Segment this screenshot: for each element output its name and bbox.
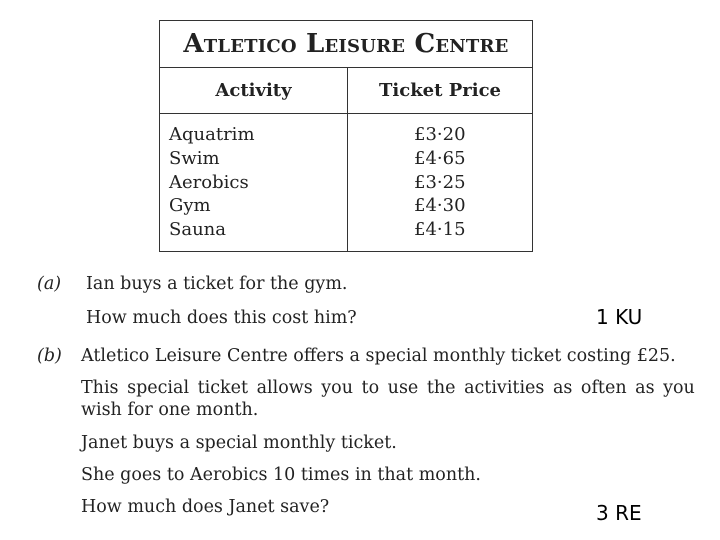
table-header-row xyxy=(160,68,532,114)
question-b-line: wish for one month. xyxy=(81,400,259,420)
header-ticket-price: Ticket Price xyxy=(379,79,501,101)
price-column xyxy=(414,123,466,242)
price-cell: £4·30 xyxy=(414,195,466,217)
price-cell: £3·25 xyxy=(414,171,466,193)
question-b-line: How much does Janet save? xyxy=(81,497,330,517)
activity-cell: Sauna xyxy=(169,219,226,241)
price-cell: £4·65 xyxy=(414,147,466,169)
activity-cell: Gym xyxy=(169,195,211,217)
price-cell: £3·20 xyxy=(414,124,466,145)
activity-cell: Swim xyxy=(169,147,220,169)
question-b-line: Janet buys a special monthly ticket. xyxy=(81,433,397,453)
activity-cell: Aquatrim xyxy=(169,124,255,145)
activity-column xyxy=(169,123,255,242)
question-a-line: How much does this cost him? xyxy=(86,308,357,328)
question-a-label: (a) xyxy=(37,274,62,294)
question-b-line: Atletico Leisure Centre offers a special monthly ticket costing £25. xyxy=(81,346,676,366)
table-title: Atletico Leisure Centre xyxy=(160,21,532,68)
question-b-line: She goes to Aerobics 10 times in that month. xyxy=(81,465,481,485)
activity-cell: Aerobics xyxy=(169,171,249,193)
question-a-marks: 1 KU xyxy=(596,305,643,329)
question-b-marks: 3 RE xyxy=(596,501,642,525)
price-table xyxy=(159,20,533,252)
question-b-line: This special ticket allows you to use the activities as often as you xyxy=(81,378,695,398)
header-activity: Activity xyxy=(215,79,292,101)
price-cell: £4·15 xyxy=(414,219,466,241)
question-b-label: (b) xyxy=(37,346,62,366)
column-divider xyxy=(347,68,348,252)
question-a-line: Ian buys a ticket for the gym. xyxy=(86,274,348,294)
